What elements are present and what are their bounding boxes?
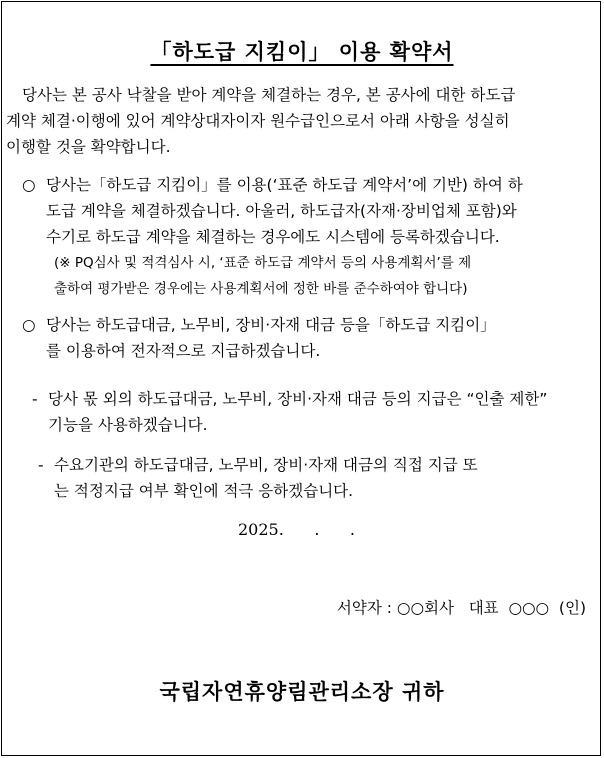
signature-line: 서약자 : ○○회사 대표 ○○○ (인): [336, 599, 586, 617]
intro-line: 이행할 것을 확약합니다.: [6, 138, 171, 156]
dash-bullet-icon: -: [32, 390, 38, 408]
dash-line: 수요기관의 하도급대금, 노무비, 장비·자재 대금의 직접 지급 또: [54, 456, 478, 474]
bullet-line: 당사는「하도급 지킴이」를 이용(‘표준 하도급 계약서’에 기반) 하여 하: [46, 176, 523, 194]
bullet-line: 를 이용하여 전자적으로 지급하겠습니다.: [46, 342, 321, 360]
document-title: 「하도급 지킴이」 이용 확약서: [150, 40, 454, 64]
dash-line: 기능을 사용하겠습니다.: [48, 416, 208, 434]
intro-line: 계약 체결·이행에 있어 계약상대자이자 원수급인으로서 아래 사항을 성실히: [6, 112, 510, 130]
intro-paragraph: [6, 82, 515, 160]
date-field: 2025. . .: [238, 520, 356, 539]
dash-bullet-icon: -: [38, 456, 44, 474]
dash-line: 는 적정지급 여부 확인에 적극 응하겠습니다.: [54, 482, 354, 500]
intro-line: 당사는 본 공사 낙찰을 받아 계약을 체결하는 경우, 본 공사에 대한 하도급: [22, 86, 516, 104]
circle-bullet-icon: ○: [22, 316, 36, 334]
dash-line: 당사 몫 외의 하도급대금, 노무비, 장비·자재 대금 등의 지급은 “인출 제한”: [48, 390, 548, 408]
circle-bullet-icon: ○: [22, 176, 36, 194]
note-line: 출하여 평가받은 경우에는 사용계획서에 정한 바를 준수하여야 합니다): [54, 281, 468, 297]
bullet-line: 당사는 하도급대금, 노무비, 장비·자재 대금 등을「하도급 지킴이」: [46, 316, 496, 334]
note-line: (※ PQ심사 및 적격심사 시, ‘표준 하도급 계약서 등의 사용계획서’를 제: [54, 255, 472, 271]
bullet-line: 수기로 하도급 계약을 체결하는 경우에도 시스템에 등록하겠습니다.: [46, 228, 500, 246]
bullet-line: 도급 계약을 체결하겠습니다. 아울러, 하도급자(자재·장비업체 포함)와: [46, 202, 517, 220]
addressee: 국립자연휴양림관리소장 귀하: [159, 680, 445, 704]
